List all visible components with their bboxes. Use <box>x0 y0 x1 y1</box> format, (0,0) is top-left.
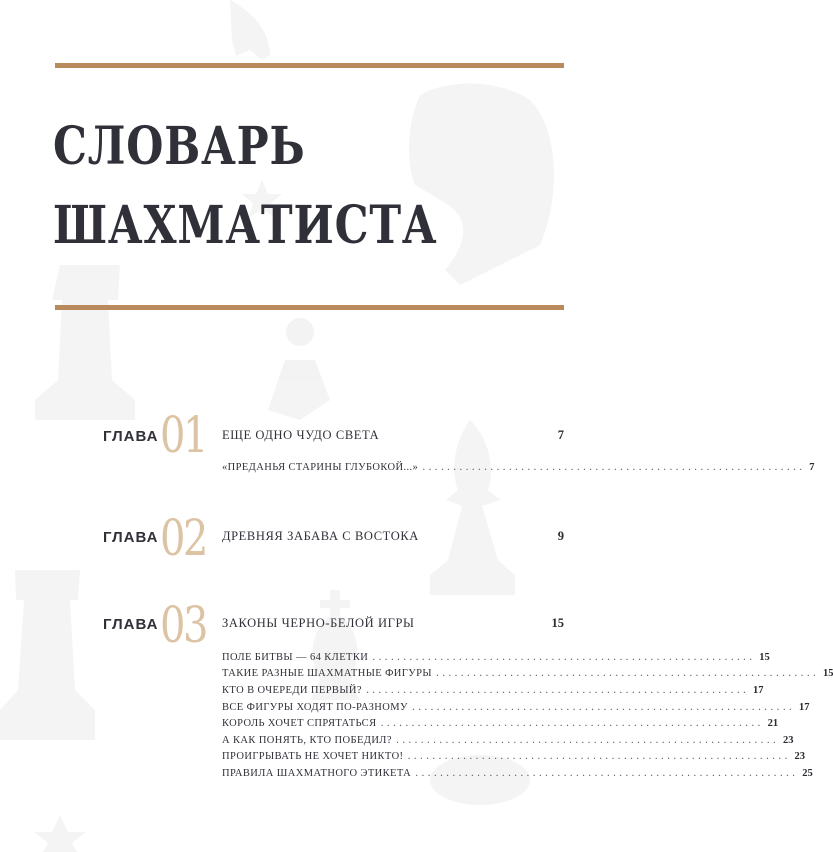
toc-entry-title: ЕЩЕ ОДНО ЧУДО СВЕТА <box>222 428 380 442</box>
toc-subentry-page: 21 <box>767 718 779 729</box>
page-title-line2: ШАХМАТИСТА <box>53 195 438 256</box>
toc-subentry-title: ВСЕ ФИГУРЫ ХОДЯТ ПО-РАЗНОМУ <box>222 702 408 713</box>
toc-subentry[interactable]: ПРОИГРЫВАТЬ НЕ ХОЧЕТ НИКТО! .............................................................. 23 <box>222 751 806 762</box>
toc-subentry[interactable]: ТАКИЕ РАЗНЫЕ ШАХМАТНЫЕ ФИГУРЫ .............................................................. 15 <box>222 668 833 679</box>
chapter-label: ГЛАВА <box>103 529 159 546</box>
toc-subentry-page: 23 <box>794 751 806 762</box>
toc-subentry-page: 17 <box>753 685 764 696</box>
toc-entry[interactable] <box>222 616 564 631</box>
toc-subentry-title: ПРОИГРЫВАТЬ НЕ ХОЧЕТ НИКТО! <box>222 751 404 762</box>
toc-entry[interactable] <box>222 428 564 443</box>
chapter-label: ГЛАВА <box>103 616 159 633</box>
piece-shadow-icon <box>430 755 530 805</box>
king-icon <box>310 590 360 700</box>
page-title-line1: СЛОВАРЬ <box>53 116 306 177</box>
toc-subentry-title: КТО В ОЧЕРЕДИ ПЕРВЫЙ? <box>222 685 362 696</box>
star-icon <box>34 815 86 852</box>
toc-subentry-page: 15 <box>822 668 833 679</box>
top-rule <box>55 63 564 68</box>
toc-entry-title: ЗАКОНЫ ЧЕРНО-БЕЛОЙ ИГРЫ <box>222 616 415 630</box>
chapter-label: ГЛАВА <box>103 428 159 445</box>
knight-icon <box>230 0 270 60</box>
chapter-number: 01 <box>160 406 207 464</box>
toc-subentry-title: ПРАВИЛА ШАХМАТНОГО ЭТИКЕТА <box>222 768 412 779</box>
toc-entry[interactable] <box>222 529 564 544</box>
toc-subentry[interactable]: КТО В ОЧЕРЕДИ ПЕРВЫЙ? .............................................................. 17 <box>222 685 764 696</box>
toc-subentry-title: ТАКИЕ РАЗНЫЕ ШАХМАТНЫЕ ФИГУРЫ <box>222 668 432 679</box>
toc-subentry-page: 17 <box>798 702 810 713</box>
chapter-number: 02 <box>160 509 207 567</box>
toc-subentry-page: 15 <box>759 652 770 663</box>
toc-subentry-title: «ПРЕДАНЬЯ СТАРИНЫ ГЛУБОКОЙ...» <box>222 462 419 473</box>
toc-subentry[interactable]: ПРАВИЛА ШАХМАТНОГО ЭТИКЕТА .............................................................. 25 <box>222 768 813 779</box>
toc-subentry[interactable]: «ПРЕДАНЬЯ СТАРИНЫ ГЛУБОКОЙ...» .............................................................. 7 <box>222 462 815 473</box>
bottom-rule <box>55 305 564 310</box>
pawn-icon <box>286 318 314 346</box>
toc-subentry[interactable]: А КАК ПОНЯТЬ, КТО ПОБЕДИЛ? .............................................................. 23 <box>222 735 794 746</box>
toc-subentry[interactable]: ПОЛЕ БИТВЫ — 64 КЛЕТКИ .............................................................. 15 <box>222 652 770 663</box>
toc-subentry[interactable]: ВСЕ ФИГУРЫ ХОДЯТ ПО-РАЗНОМУ .............................................................. 17 <box>222 702 810 713</box>
toc-entry-page: 9 <box>557 529 564 543</box>
toc-subentry-title: ПОЛЕ БИТВЫ — 64 КЛЕТКИ <box>222 652 369 663</box>
toc-subentry-page: 23 <box>782 735 794 746</box>
toc-entry-page: 15 <box>551 616 564 630</box>
toc-subentry-title: КОРОЛЬ ХОЧЕТ СПРЯТАТЬСЯ <box>222 718 377 729</box>
bishop-icon <box>430 420 515 595</box>
toc-subentry[interactable]: КОРОЛЬ ХОЧЕТ СПРЯТАТЬСЯ .............................................................. 21 <box>222 718 779 729</box>
toc-entry-page: 7 <box>557 428 564 442</box>
rook-icon <box>0 570 95 740</box>
toc-subentry-title: А КАК ПОНЯТЬ, КТО ПОБЕДИЛ? <box>222 735 392 746</box>
chapter-number: 03 <box>160 596 207 654</box>
toc-entry-title: ДРЕВНЯЯ ЗАБАВА С ВОСТОКА <box>222 529 419 543</box>
toc-subentry-page: 25 <box>802 768 813 779</box>
toc-subentry-page: 7 <box>809 462 815 473</box>
rook-icon <box>35 265 135 420</box>
